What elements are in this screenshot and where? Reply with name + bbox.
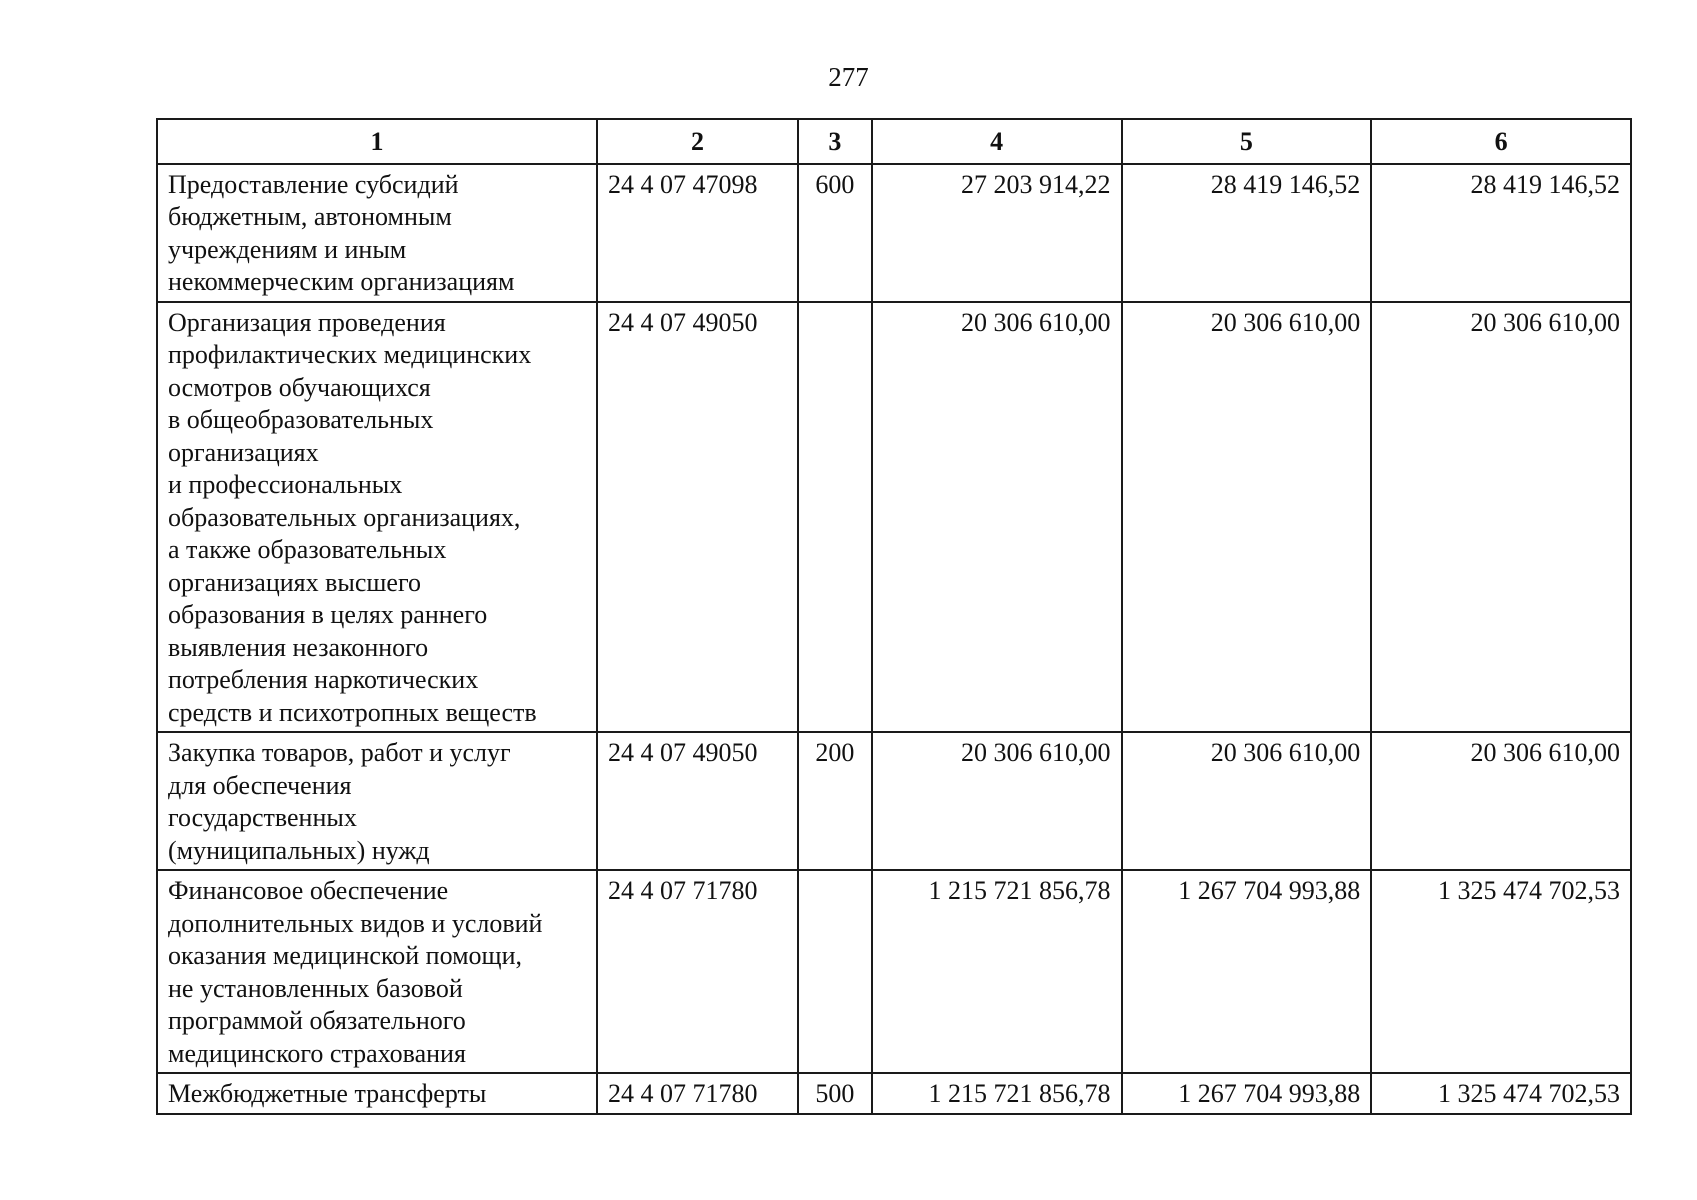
row-code-cell: 24 4 07 49050 bbox=[597, 302, 798, 733]
row-name-cell: Финансовое обеспечение дополнительных видов и условий оказания медицинской помощи, не установленных базовой программой обязательного медицинского страхования bbox=[157, 870, 597, 1073]
row-code-cell: 24 4 07 49050 bbox=[597, 732, 798, 870]
row-type-cell: 600 bbox=[798, 164, 872, 302]
row-value-5-cell: 28 419 146,52 bbox=[1122, 164, 1372, 302]
row-value-6-cell: 28 419 146,52 bbox=[1371, 164, 1631, 302]
header-cell-6: 6 bbox=[1371, 119, 1631, 164]
header-cell-1: 1 bbox=[157, 119, 597, 164]
row-value-6-cell: 1 325 474 702,53 bbox=[1371, 870, 1631, 1073]
page-number: 277 bbox=[828, 62, 869, 92]
row-type-cell bbox=[798, 302, 872, 733]
row-name-cell: Организация проведения профилактических медицинских осмотров обучающихся в общеобразовательных организациях и профессиональных образовательных организациях, а также образовательных организациях высшего образования в целях раннего выявления незаконного потребления наркотических средств и психотропных веществ bbox=[157, 302, 597, 733]
row-value-5-cell: 20 306 610,00 bbox=[1122, 732, 1372, 870]
row-value-5-cell: 1 267 704 993,88 bbox=[1122, 1073, 1372, 1114]
row-code-cell: 24 4 07 47098 bbox=[597, 164, 798, 302]
row-value-5-cell: 1 267 704 993,88 bbox=[1122, 870, 1372, 1073]
row-value-5-cell: 20 306 610,00 bbox=[1122, 302, 1372, 733]
row-code-cell: 24 4 07 71780 bbox=[597, 1073, 798, 1114]
row-value-6-cell: 1 325 474 702,53 bbox=[1371, 1073, 1631, 1114]
row-type-cell: 200 bbox=[798, 732, 872, 870]
header-row bbox=[157, 119, 1631, 164]
table-row bbox=[157, 302, 1631, 733]
row-code-cell: 24 4 07 71780 bbox=[597, 870, 798, 1073]
table-row bbox=[157, 1073, 1631, 1114]
table-row bbox=[157, 732, 1631, 870]
row-value-4-cell: 20 306 610,00 bbox=[872, 302, 1122, 733]
header-cell-2: 2 bbox=[597, 119, 798, 164]
header-cell-3: 3 bbox=[798, 119, 872, 164]
row-value-4-cell: 20 306 610,00 bbox=[872, 732, 1122, 870]
table-row bbox=[157, 870, 1631, 1073]
row-value-6-cell: 20 306 610,00 bbox=[1371, 732, 1631, 870]
row-value-6-cell: 20 306 610,00 bbox=[1371, 302, 1631, 733]
row-value-4-cell: 1 215 721 856,78 bbox=[872, 870, 1122, 1073]
row-name-cell: Межбюджетные трансферты bbox=[157, 1073, 597, 1114]
row-type-cell bbox=[798, 870, 872, 1073]
header-cell-4: 4 bbox=[872, 119, 1122, 164]
header-cell-5: 5 bbox=[1122, 119, 1372, 164]
row-type-cell: 500 bbox=[798, 1073, 872, 1114]
row-value-4-cell: 1 215 721 856,78 bbox=[872, 1073, 1122, 1114]
row-value-4-cell: 27 203 914,22 bbox=[872, 164, 1122, 302]
row-name-cell: Предоставление субсидий бюджетным, автономным учреждениям и иным некоммерческим организациям bbox=[157, 164, 597, 302]
table-row bbox=[157, 164, 1631, 302]
budget-table bbox=[156, 118, 1632, 1115]
row-name-cell: Закупка товаров, работ и услуг для обеспечения государственных (муниципальных) нужд bbox=[157, 732, 597, 870]
